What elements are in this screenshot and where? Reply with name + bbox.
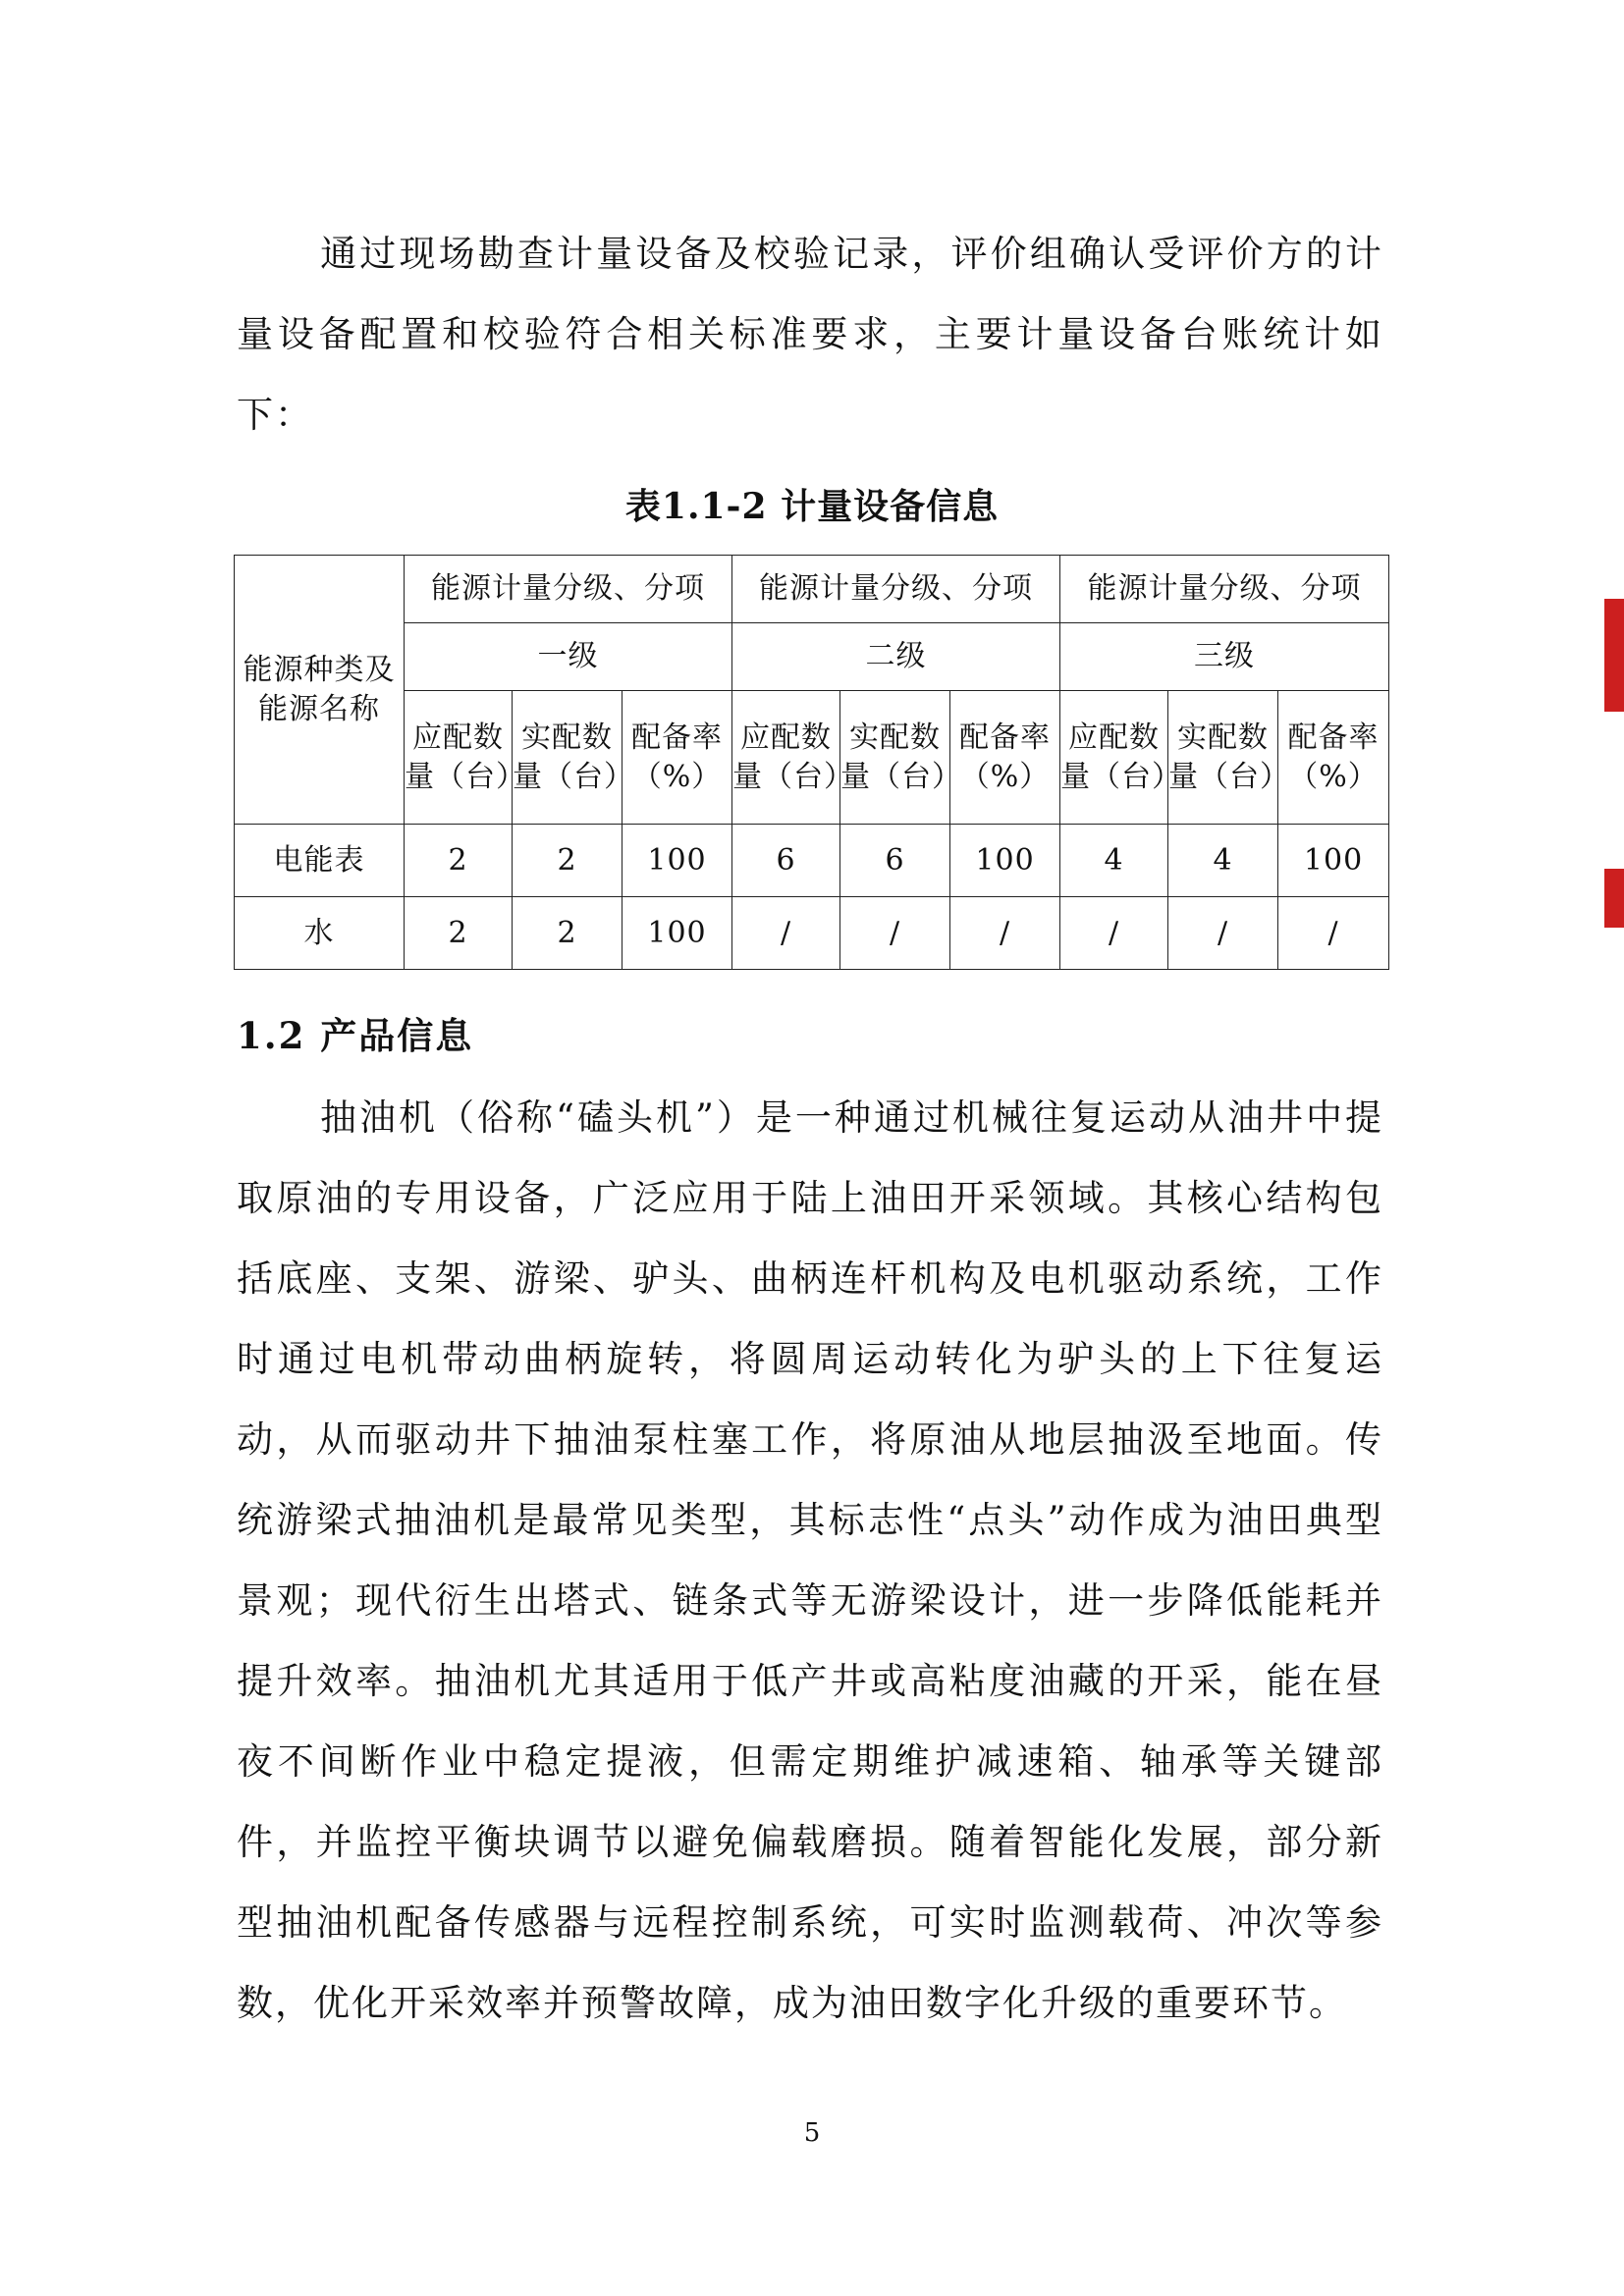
energy-name-cell: 电能表 — [235, 825, 405, 897]
table-cell: 2 — [405, 897, 513, 970]
col-header-actual: 实配数量（台） — [513, 691, 623, 825]
table-row — [235, 897, 1389, 970]
seal-fragment-upper — [1604, 599, 1624, 712]
table-cell: / — [732, 897, 840, 970]
table-cell: / — [1168, 897, 1278, 970]
table-cell: / — [1060, 897, 1168, 970]
page-number: 5 — [803, 2118, 821, 2148]
col-header-actual: 实配数量（台） — [840, 691, 950, 825]
table-row — [235, 825, 1389, 897]
row-header-cell: 能源种类及能源名称 — [235, 556, 405, 825]
section-heading: 1.2 产品信息 — [237, 1014, 474, 1057]
group-header-cell: 能源计量分级、分项 — [1060, 556, 1389, 623]
table-cell: 6 — [840, 825, 950, 897]
col-header-required: 应配数量（台） — [405, 691, 513, 825]
col-header-actual: 实配数量（台） — [1168, 691, 1278, 825]
metering-equipment-table — [234, 555, 1389, 970]
seal-fragment-lower — [1604, 869, 1624, 928]
col-header-rate: 配备率（%） — [1278, 691, 1389, 825]
col-header-rate: 配备率（%） — [623, 691, 732, 825]
table-cell: 2 — [405, 825, 513, 897]
table-cell: 100 — [623, 897, 732, 970]
table-cell: 4 — [1168, 825, 1278, 897]
intro-paragraph — [237, 214, 1383, 455]
table-cell: 6 — [732, 825, 840, 897]
energy-name-cell: 水 — [235, 897, 405, 970]
table-cell: / — [1278, 897, 1389, 970]
table-cell: 2 — [513, 897, 623, 970]
level-2-header: 二级 — [732, 623, 1060, 691]
table-cell: / — [950, 897, 1060, 970]
level-1-header: 一级 — [405, 623, 732, 691]
table-caption: 表1.1-2 计量设备信息 — [624, 486, 1000, 527]
group-header-cell: 能源计量分级、分项 — [405, 556, 732, 623]
col-header-required: 应配数量（台） — [1060, 691, 1168, 825]
table-cell: 4 — [1060, 825, 1168, 897]
product-info-paragraph — [237, 1078, 1383, 2044]
table-cell: 100 — [950, 825, 1060, 897]
product-info-text: 抽油机（俗称“磕头机”）是一种通过机械往复运动从油井中提取原油的专用设备，广泛应用于陆上油田开采领域。其核心结构包括底座、支架、游梁、驴头、曲柄连杆机构及电机驱动系统，工作时通过电机带动曲柄旋转，将圆周运动转化为驴头的上下往复运动，从而驱动井下抽油泵柱塞工作，将原油从地层抽汲至地面。传统游梁式抽油机是最常见类型，其标志性“点头”动作成为油田典型景观；现代衍生出塔式、链条式等无游梁设计，进一步降低能耗并提升效率。抽油机尤其适用于低产井或高粘度油藏的开采，能在昼夜不间断作业中稳定提液，但需定期维护减速箱、轴承等关键部件，并监控平衡块调节以避免偏载磨损。随着智能化发展，部分新型抽油机配备传感器与远程控制系统，可实时监测载荷、冲次等参数，优化开采效率并预警故障，成为油田数字化升级的重要环节。 — [237, 1096, 1383, 2024]
intro-text: 通过现场勘查计量设备及校验记录，评价组确认受评价方的计量设备配置和校验符合相关标准要求，主要计量设备台账统计如下： — [237, 233, 1383, 436]
col-header-rate: 配备率（%） — [950, 691, 1060, 825]
group-header-cell: 能源计量分级、分项 — [732, 556, 1060, 623]
table-cell: 2 — [513, 825, 623, 897]
level-3-header: 三级 — [1060, 623, 1389, 691]
table-cell: 100 — [623, 825, 732, 897]
table-cell: / — [840, 897, 950, 970]
col-header-required: 应配数量（台） — [732, 691, 840, 825]
table-cell: 100 — [1278, 825, 1389, 897]
